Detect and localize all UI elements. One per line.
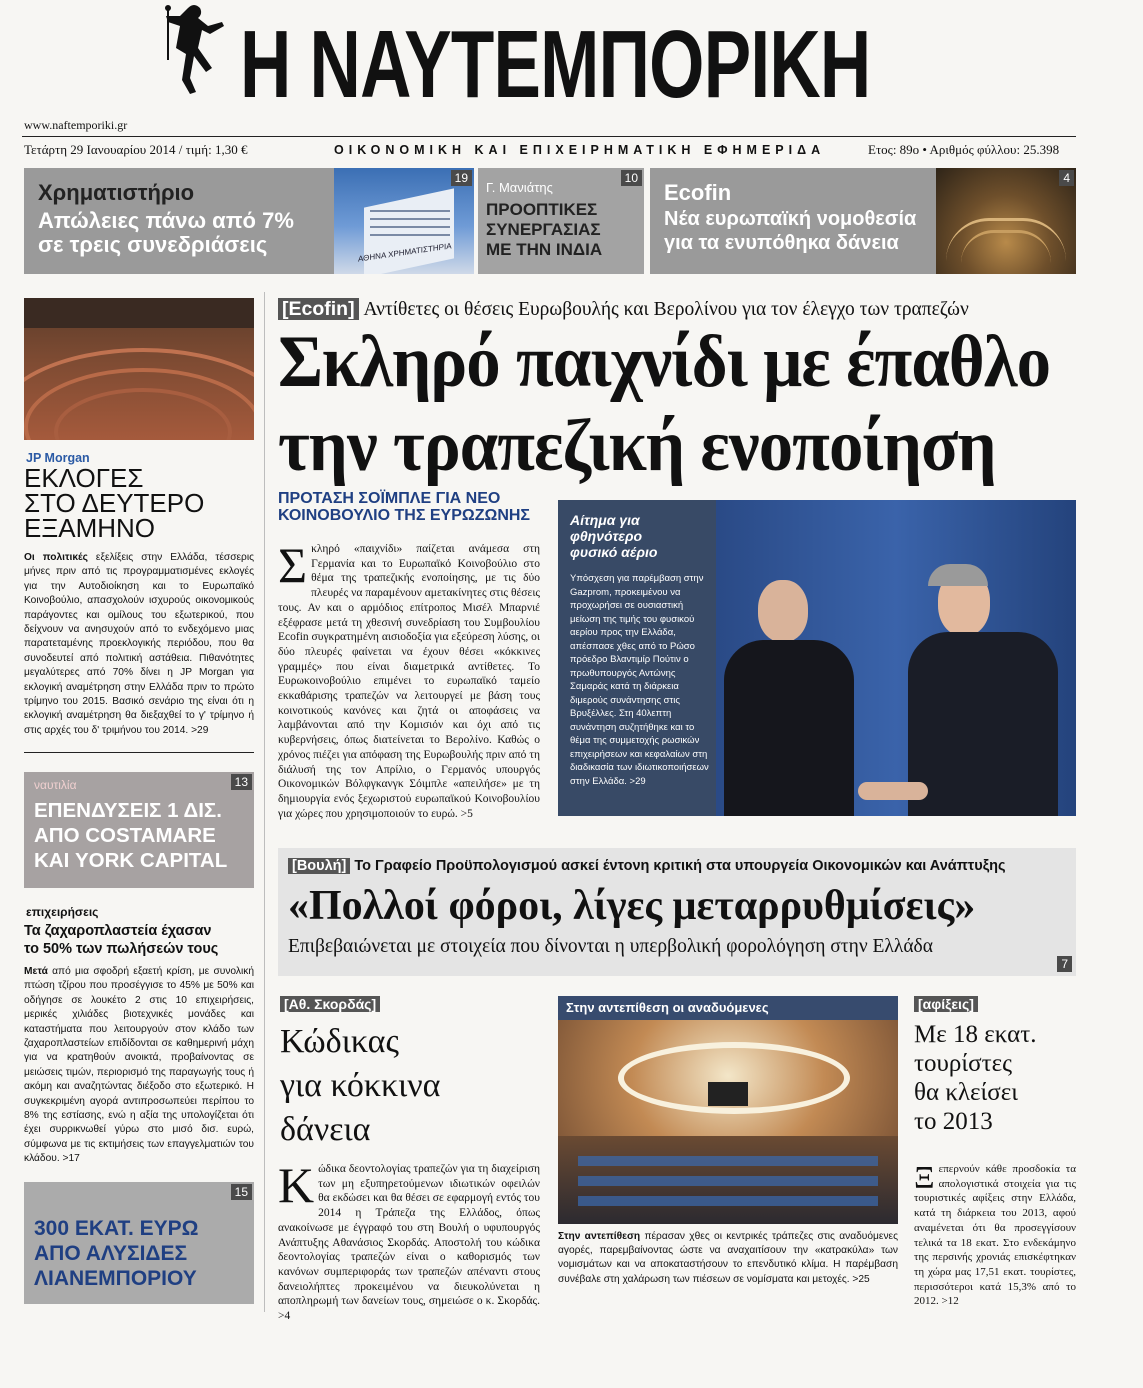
teaser-stock-exchange[interactable] bbox=[24, 168, 474, 274]
headline-line: ΛΙΑΝΕΜΠΟΡΙΟΥ bbox=[34, 1267, 197, 1290]
section-tag: [Ecofin] bbox=[278, 298, 359, 320]
vouli-subheadline: Επιβεβαιώνεται με στοιχεία που δίνονται η υπερβολική φορολόγηση στην Ελλάδα bbox=[288, 936, 933, 957]
hermes-logo-icon bbox=[150, 0, 230, 120]
headline-line: ΕΞΑΜΗΝΟ bbox=[24, 513, 156, 543]
retail-headline bbox=[34, 1216, 199, 1291]
shipping-teaser[interactable] bbox=[24, 772, 254, 888]
teaser-title: Χρηματιστήριο bbox=[38, 180, 195, 205]
tagline: ΟΙΚΟΝΟΜΙΚΗ ΚΑΙ ΕΠΙΧΕΙΡΗΜΑΤΙΚΗ ΕΦΗΜΕΡΙΔΑ bbox=[334, 143, 826, 157]
page-reference: 7 bbox=[1057, 956, 1072, 972]
headline-line: ΚΑΙ YORK CAPITAL bbox=[34, 849, 228, 872]
teaser-line: Απώλειες πάνω από 7% bbox=[38, 208, 294, 233]
teaser-ecofin[interactable] bbox=[650, 168, 1076, 274]
main-article-text: Σκληρό «παιχνίδι» παίζεται ανάμεσα στη Γερμανία και το Ευρωπαϊκό Κοινοβούλιο στο θέμα της τραπεζικής ενοποίησης, με τις δύο πλευρές να παραμένουν αμετακίνητες στις θέσεις τους. Αν και ο αρμόδιος επίτροπος Μισέλ Μπαρνιέ εξέφρασε μετά τη χθεσινή συνεδρίαση του Συμβουλίου Ecofin συγκρατημένη αισιοδοξία για εξεύρεση λύσης, οι δύο πλευρές φαίνεται να έχουν θέσει «κόκκινες γραμμές» που είναι διαμετρικά αντίθετες. Το Ευρωκοινοβούλιο επιμένει το ευρωπαϊκό ταμείο εκκαθάρισης τραπεζών να λειτουργεί με βάση τους κοινοτικούς κανόνες και ζητά οι αποφάσεις να λαμβάνονται από την Κομισιόν και όχι από τις κυβερνήσεις, όπως διατείνεται το Βερολίνο. Καθώς ο χρόνος πιέζει για απόφαση της Ευρωβουλής πριν από τη διάλυσή της τον Απρίλιο, ο Γερμανός υπουργός Οικονομικών Βόλφγκανγκ Σόιμπλε «απειλήσε» με τη δημιουργία ενός ξεχωριστού ευρωπαϊκού Κοινοβουλίου για χώρες που χρησιμοποιούν το ευρώ. >5 bbox=[278, 537, 540, 820]
headline-line: ΑΠΟ COSTAMARE bbox=[34, 824, 216, 847]
teaser-line: Νέα ευρωπαϊκή νομοθεσία bbox=[664, 208, 917, 230]
issue-number: Ετος: 89ο • Αριθμός φύλλου: 25.398 bbox=[868, 142, 1060, 157]
person-left bbox=[758, 580, 808, 642]
tourism-headline[interactable] bbox=[914, 1020, 1037, 1136]
headline-line: την τραπεζική ενοποίηση bbox=[278, 405, 996, 487]
skordas-article-text: Κώδικα δεοντολογίας τραπεζών για τη διαχείριση των μη εξυπηρετούμενων ιδιωτικών οφειλών θα εκδώσει και θα θέσει σε εφαρμογή εντός του 2014 η Τράπεζα της Ελλάδος, όπως ανακοίνωσε με έγγραφό του στη Βουλή ο υφυπουργός Ανάπτυξης Αθανάσιος Σκορδάς. Αποστολή του κώδικα δεοντολογίας τραπεζών είναι ο καθορισμός των κανόνων συμπεριφοράς των τραπεζών απέναντι στους δανειολήπτες προκειμένου να διευκολύνεται η αποπληρωμή των δανείων τους, σημειώσε ο κ. Σκορδάς. >4 bbox=[278, 1157, 540, 1323]
teaser-line: σε τρεις συνεδριάσεις bbox=[38, 232, 268, 257]
handshake bbox=[858, 782, 928, 800]
headline-line: Τα ζαχαροπλαστεία έχασαν bbox=[24, 923, 212, 939]
photo-title: Αίτημα για φθηνότερο φυσικό αέριο bbox=[570, 512, 658, 560]
headline-line: ΣΤΟ ΔΕΥΤΕΡΟ bbox=[24, 488, 205, 518]
vouli-headline: «Πολλοί φόροι, λίγες μεταρρυθμίσεις» bbox=[288, 883, 976, 929]
drop-cap: Κ bbox=[278, 1157, 315, 1213]
page-reference: 19 bbox=[451, 170, 472, 186]
teaser-line: ΜΕ ΤΗΝ ΙΝΔΙΑ bbox=[486, 240, 603, 259]
teaser-line: ΣΥΝΕΡΓΑΣΙΑΣ bbox=[486, 220, 601, 239]
parliament-story-strip[interactable] bbox=[278, 848, 1076, 976]
jp-article-text: Οι πολιτικές εξελίξεις στην Ελλάδα, τέσσερις μήνες πριν από τις προγραμματισμένες εκλογές για την Αυτοδιοίκηση και το Ευρωπαϊκό Κοινοβούλιο, απασχολούν ισχυρούς οικονομικούς παράγοντες και ομίλους του εξωτερικού, που δείχνουν να ανησυχούν από το ενδεχόμενο μιας παρατεταμένης προεκλογικής περιόδου, που θα συνοδευτεί από πολιτική αστάθεια. Πιθανότητες μεγαλύτερες από 70% δίνει η JP Morgan για εκλογική αναμέτρηση στην Ελλάδα πριν το πρώτο τρίμηνο του 2015. Βασικό σενάριο της είναι ότι η εκλογική αναμέτρηση θα διεξαχθεί το γ' τρίμηνο ή στις αρχές του δ' τριμήνου του 2014. >29 bbox=[24, 552, 254, 736]
ticker-board bbox=[708, 1082, 748, 1106]
page-reference: 15 bbox=[231, 1184, 252, 1200]
headline-line: το 2013 bbox=[914, 1108, 993, 1135]
photo-title: Στην αντεπίθεση οι αναδυόμενες bbox=[566, 1000, 769, 1015]
shipping-headline bbox=[34, 798, 227, 873]
photo-sign: ΑΘΗΝΑ ΧΡΗΜΑΤΙΣΤΗΡΙΑ bbox=[358, 241, 452, 264]
teaser-line: για τα ενυπόθηκα δάνεια bbox=[664, 232, 899, 254]
teaser-title: Ecofin bbox=[664, 180, 732, 205]
website-url[interactable]: www.naftemporiki.gr bbox=[24, 118, 128, 132]
tourism-tag: [αφίξεις] bbox=[914, 996, 978, 1014]
greek-parliament-photo bbox=[24, 298, 254, 440]
headline-line: 300 ΕΚΑΤ. ΕΥΡΩ bbox=[34, 1217, 199, 1240]
tourism-article-text: Ξεπερνούν κάθε προσδοκία τα απολογιστικά στοιχεία για τις τουριστικές αφίξεις στην Ελλάδα, κατά τη διάρκεια του 2013, αφού αναμένεται ότι θα προσεγγίσουν τελικά τα 18 εκατ. Στο ενδεκάμηνο της περσινής χρονιάς επισκέφτηκαν τη χώρα μας 17,51 εκατ. τουρίστες, περισσότεροι κατά 15,3% από το 2012. >12 bbox=[914, 1159, 1076, 1308]
retail-teaser[interactable] bbox=[24, 1182, 254, 1304]
headline-line: ΑΠΟ ΑΛΥΣΙΔΕΣ bbox=[34, 1242, 188, 1265]
headline-line: Με 18 εκατ. bbox=[914, 1021, 1037, 1048]
page-reference: 4 bbox=[1059, 170, 1074, 186]
parliament-hall-photo bbox=[936, 168, 1076, 274]
teaser-title: Γ. Μανιάτης bbox=[486, 180, 553, 195]
headline-line: δάνεια bbox=[280, 1111, 371, 1148]
skordas-tag: [Αθ. Σκορδάς] bbox=[280, 996, 380, 1014]
headline-line: ΕΠΕΝΔΥΣΕΙΣ 1 ΔΙΣ. bbox=[34, 799, 222, 822]
newspaper-title: Η ΝΑΥΤΕΜΠΟΡΙΚΗ bbox=[240, 11, 871, 118]
headline-line: το 50% των πωλήσεών τους bbox=[24, 941, 219, 957]
section-tag: [Βουλή] bbox=[288, 858, 350, 874]
photo-caption: Υπόσχεση για παρέμβαση στην Gazprom, προκειμένου να προχωρήσει σε ουσιαστική μείωση της τιμής του φυσικού αερίου προς την Ελλάδα, απέσπασε χθες από το Ρώσο πρόεδρο Βλαντιμίρ Πούτιν ο πρωθυπουργός Αντώνης Σαμαράς κατά τη διάρκεια διμερούς συνάντησης στις Βρυξέλλες. Στη 40λεπτη συνάντηση συζητήθηκε και το θέμα της συμμετοχής ρωσικών επιχειρήσεων και κεφαλαίων στη διαδικασία των ιδιωτικοποιήσεων στην Ελλάδα. >29 bbox=[570, 573, 709, 787]
shipping-kicker: ναυτιλία bbox=[34, 778, 77, 792]
teaser-maniatis[interactable] bbox=[478, 168, 644, 274]
markets-caption: Στην αντεπίθεση πέρασαν χθες οι κεντρικές τράπεζες στις αναδυόμενες αγορές, παρεμβαίνοντας ώστε να αναχαιτίσουν την «κατρακύλα» των νομισμάτων και να αποκαταστήσουν το επενδυτικό κλίμα. Η παρέμβαση συνέβαλε στη χαλάρωση των πιέσεων σε νομίσματα και μετοχές. >25 bbox=[558, 1231, 898, 1285]
vouli-kicker: [Βουλή] Το Γραφείο Προϋπολογισμού ασκεί έντονη κριτική στα υπουργεία Οικονομικών και Ανάπτυξης bbox=[288, 858, 1006, 875]
headline-line: Κώδικας bbox=[280, 1023, 399, 1060]
main-subhead: ΠΡΟΤΑΣΗ ΣΟΪΜΠΛΕ ΓΙΑ ΝΕΟ ΚΟΙΝΟΒΟΥΛΙΟ ΤΗΣ ΕΥΡΩΖΩΝΗΣ bbox=[278, 490, 531, 524]
date-price: Τετάρτη 29 Ιανουαρίου 2014 / τιμή: 1,30 € bbox=[24, 142, 248, 157]
main-headline[interactable] bbox=[278, 320, 1050, 488]
headline-line: τουρίστες bbox=[914, 1050, 1013, 1077]
headline-line: θα κλείσει bbox=[914, 1079, 1018, 1106]
drop-cap: Σ bbox=[278, 537, 308, 593]
masthead-rule bbox=[22, 136, 1076, 137]
headline-line: ΕΚΛΟΓΕΣ bbox=[24, 463, 144, 493]
jp-headline[interactable] bbox=[24, 463, 254, 543]
page-reference: 10 bbox=[621, 170, 642, 186]
headline-line: Σκληρό παιχνίδι με έπαθλο bbox=[278, 321, 1051, 403]
main-kicker: [Ecofin] Αντίθετες οι θέσεις Ευρωβουλής και Βερολίνου για τον έλεγχο των τραπεζών bbox=[278, 298, 969, 321]
trading-floor-photo[interactable] bbox=[558, 996, 898, 1224]
putin-samaras-photo bbox=[558, 500, 1076, 816]
business-article-text: Μετά από μια σφοδρή εξαετή κρίση, με συνολική πτώση τζίρου που προσέγγισε το 45% με 50% και οδήγησε σε λουκέτο 2 στις 10 επιχειρήσεις, μερικές χιλιάδες βιοτεχνικές μονάδες και καταστήματα που λειτουργούν στον κλάδο των ζαχαροπλαστείων επιδίδονται σε καθημερινή μάχη για να κρατηθούν ανοικτά, προβαίνοντας σε μειώσεις τιμών, περιορισμό της παραγωγής τους ή ακόμη και αναζητώντας διέξοδο στο εξωτερικό. Η συγκεκριμένη αγορά αντιπροσωπεύει περίπου το 8% της εστίασης, ενώ η αξία της υπολογίζεται ότι έχει συρρικνωθεί γύρω στο μισό δισ. ευρώ, σύμφωνα με τις εκτιμήσεις των επαγγελματιών του κλάδου. >17 bbox=[24, 966, 254, 1165]
skordas-headline[interactable] bbox=[280, 1020, 440, 1152]
headline-line: για κόκκινα bbox=[280, 1067, 441, 1104]
teaser-line: ΠΡΟΟΠΤΙΚΕΣ bbox=[486, 200, 598, 219]
drop-cap: Ξ bbox=[914, 1159, 935, 1195]
business-kicker: επιχειρήσεις bbox=[26, 905, 99, 919]
jp-kicker: JP Morgan bbox=[26, 451, 90, 465]
business-headline[interactable] bbox=[24, 922, 256, 958]
page-reference: 13 bbox=[231, 774, 252, 790]
